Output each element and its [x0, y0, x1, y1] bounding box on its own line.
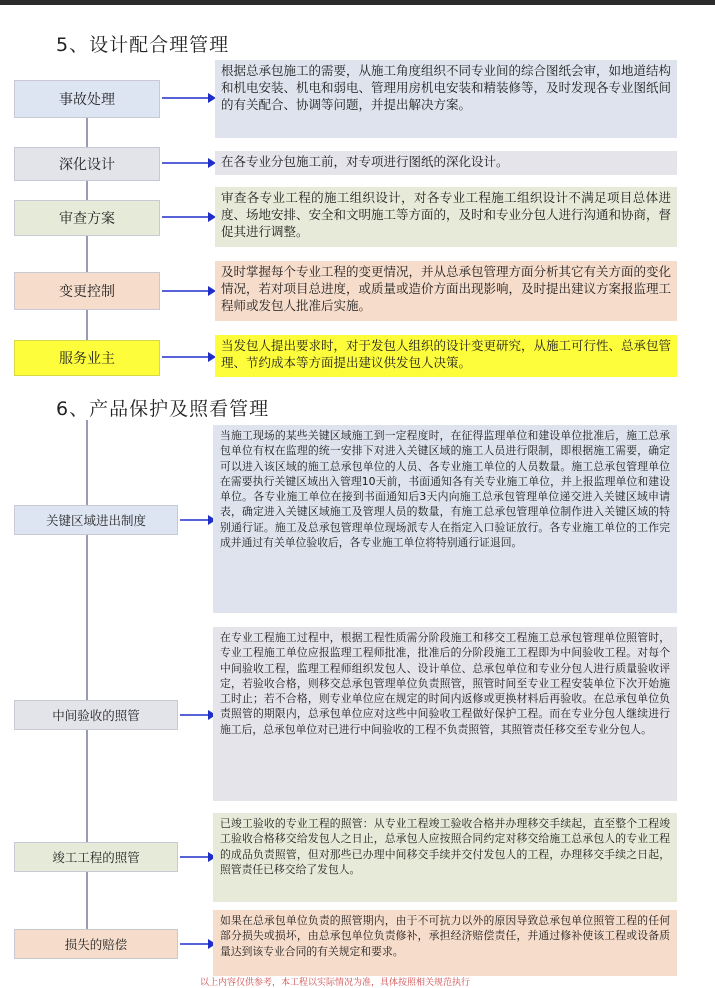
content-intermediate-acceptance: 在专业工程施工过程中，根据工程性质需分阶段施工和移交工程施工总承包管理单位照管时，专业工程施工单位应报监理工程师批准，批准后的分阶段施工工程即为中间验收工程。对每个中间验收工程，监理工程师组织发包人、设计单位、总承包单位和专业分包人进行质量验收评定，若验收合格，则移交总承包管理单位负责照管，照管时间至专业工程安装单位下次开始施工时止；若不合格，则专业单位应在规定的时间内返修或更换材料后再验收。在总承包单位负责照管的期限内，总承包单位应对这些中间验收工程做好保护工程。而在专业分包人继续进行施工后，总承包单位对已进行中间验收的工程不负责照管，其照管责任移交至专业分包人。 [213, 627, 677, 801]
arrow-icon [162, 91, 216, 105]
arrow-icon [180, 937, 216, 951]
label-intermediate-acceptance: 中间验收的照管 [14, 700, 178, 730]
content-loss-compensation: 如果在总承包单位负责的照管期内，由于不可抗力以外的原因导致总承包单位照管工程的任何部分损失或损坏，由总承包单位负责修补，承担经济赔偿责任，并通过修补使该工程或设备质量达到该专业合同的有关规定和要求。 [213, 910, 677, 976]
arrow-icon [180, 513, 216, 527]
arrow-icon [180, 850, 216, 864]
content-change-control: 及时掌握每个专业工程的变更情况，并从总承包管理方面分析其它有关方面的变化情况，若对项目总进度，或质量或造价方面出现影响，及时提出建议方案报监理工程师或发包人批准后实施。 [215, 261, 677, 321]
label-key-area-access: 关键区域进出制度 [14, 505, 178, 535]
content-accident-handling: 根据总承包施工的需要，从施工角度组织不同专业间的综合图纸会审，如地道结构和机电安装、机电和弱电、管理用房机电安装和精装修等，及时发现各专业图纸间的有关配合、协调等问题，并提出解决方案。 [215, 60, 677, 138]
label-review-plan: 审查方案 [14, 200, 160, 236]
content-serve-owner: 当发包人提出要求时，对于发包人组织的设计变更研究，从施工可行性、总承包管理、节约成本等方面提出建议供发包人决策。 [215, 335, 677, 377]
label-accident-handling: 事故处理 [14, 80, 160, 118]
arrow-icon [162, 350, 216, 364]
label-detailed-design: 深化设计 [14, 147, 160, 181]
section-6-title: 6、产品保护及照看管理 [56, 398, 270, 420]
arrow-icon [162, 284, 216, 298]
label-change-control: 变更控制 [14, 272, 160, 310]
content-detailed-design: 在各专业分包施工前，对专项进行图纸的深化设计。 [215, 151, 677, 175]
arrow-icon [180, 708, 216, 722]
arrow-icon [162, 156, 216, 170]
label-loss-compensation: 损失的赔偿 [14, 929, 178, 959]
footer-note: 以上内容仅供参考，本工程以实际情况为准，具体按照相关规范执行 [200, 978, 471, 988]
content-key-area-access: 当施工现场的某些关键区域施工到一定程度时，在征得监理单位和建设单位批准后，施工总承包单位有权在监理的统一安排下对进入关键区域的施工人员进行限制，即根据施工需要，确定可以进入该区域的施工总承包单位的人员、各专业施工单位的人员数量。施工总承包管理单位在需要执行关键区域出入管理10天前，书面通知各有关专业施工单位，并上报监理单位和建设单位。各专业施工单位在接到书面通知后3天内向施工总承包管理单位递交进入关键区域申请表，确定进入关键区域施工及管理人员的数量，有施工总承包管理单位制作进入关键区域的特别通行证。施工及总承包管理单位现场派专人在指定入口验证放行。各专业施工单位的工作完成并通过有关单位验收后，各专业施工单位将特别通行证退回。 [213, 425, 677, 613]
content-review-plan: 审查各专业工程的施工组织设计，对各专业工程施工组织设计不满足项目总体进度、场地安排、安全和文明施工等方面的，及时和专业分包人进行沟通和协商，督促其进行调整。 [215, 187, 677, 247]
section-5-title: 5、设计配合理管理 [56, 34, 230, 56]
label-completed-works: 竣工工程的照管 [14, 842, 178, 872]
arrow-icon [162, 210, 216, 224]
top-bar [0, 0, 715, 5]
label-serve-owner: 服务业主 [14, 340, 160, 376]
content-completed-works: 已竣工验收的专业工程的照管：从专业工程竣工验收合格并办理移交手续起，直至整个工程竣工验收合格移交给发包人之日止，总承包人应按照合同约定对移交给施工总承包人的专业工程的成品负责照管，但对那些已办理中间移交手续并交付发包人的工程，办理移交手续之日起，照管责任已移交给了发包人。 [213, 813, 677, 902]
